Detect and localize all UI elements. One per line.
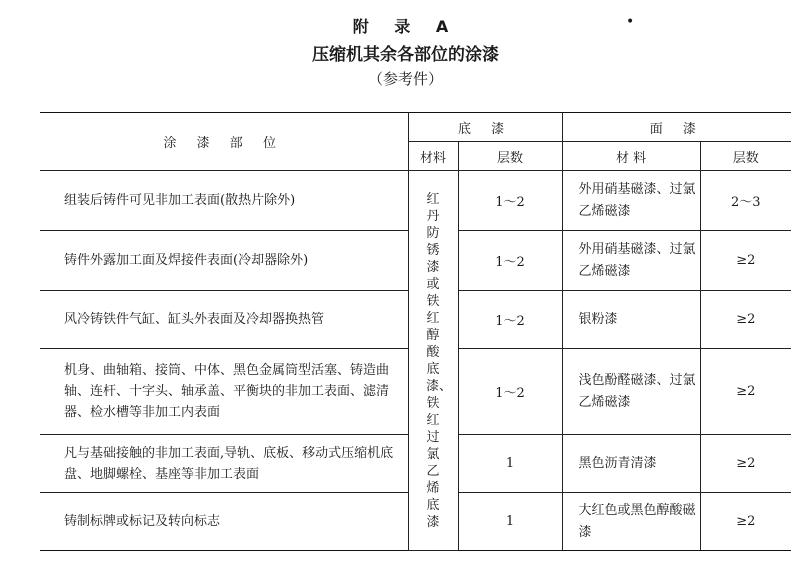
- part-cell: 风冷铸铁件气缸、缸头外表面及冷却器换热管: [40, 291, 408, 349]
- top-material-cell: 银粉漆: [562, 291, 700, 349]
- top-material-cell: 外用硝基磁漆、过氯乙烯磁漆: [562, 171, 700, 231]
- primer-layers-cell: 1～2: [458, 291, 562, 349]
- top-material-cell: 黑色沥青清漆: [562, 435, 700, 493]
- part-cell: 组装后铸件可见非加工表面(散热片除外): [40, 171, 408, 231]
- part-cell: 凡与基础接触的非加工表面,导轨、底板、移动式压缩机底盘、地脚螺栓、基座等非加工表面: [40, 435, 408, 493]
- top-material-cell: 大红色或黑色醇酸磁漆: [562, 493, 700, 551]
- top-layers-cell: 2～3: [700, 171, 791, 231]
- header-top-layers: 层数: [700, 142, 791, 171]
- top-layers-cell: ≥2: [700, 435, 791, 493]
- part-cell: 铸制标牌或标记及转向标志: [40, 493, 408, 551]
- part-cell: 机身、曲轴箱、接筒、中体、黑色金属筒型活塞、铸造曲轴、连杆、十字头、轴承盖、平衡块的非加工表面、滤清器、检水槽等非加工内表面: [40, 349, 408, 435]
- top-material-cell: 外用硝基磁漆、过氯乙烯磁漆: [562, 231, 700, 291]
- top-layers-cell: ≥2: [700, 349, 791, 435]
- decorative-dot: •: [626, 14, 635, 30]
- header-primer: 底 漆: [408, 113, 562, 142]
- top-layers-cell: ≥2: [700, 231, 791, 291]
- header-part: 涂 漆 部 位: [40, 113, 408, 171]
- header-primer-material: 材料: [408, 142, 458, 171]
- primer-layers-cell: 1～2: [458, 231, 562, 291]
- top-layers-cell: ≥2: [700, 493, 791, 551]
- coating-table: [40, 112, 791, 551]
- primer-layers-cell: 1～2: [458, 349, 562, 435]
- header-topcoat: 面 漆: [562, 113, 791, 142]
- primer-material-cell: 红丹防锈漆或铁红醇酸底漆、铁红过氯乙烯底漆: [408, 171, 458, 551]
- top-layers-cell: ≥2: [700, 291, 791, 349]
- primer-layers-cell: 1: [458, 493, 562, 551]
- primer-layers-cell: 1: [458, 435, 562, 493]
- top-material-cell: 浅色酚醛磁漆、过氯乙烯磁漆: [562, 349, 700, 435]
- appendix-note: （参考件）: [367, 70, 443, 88]
- table-row: [40, 171, 791, 231]
- primer-layers-cell: 1～2: [458, 171, 562, 231]
- header-top-material: 材 料: [562, 142, 700, 171]
- header-primer-layers: 层数: [458, 142, 562, 171]
- appendix-label: 附 录 A: [352, 17, 459, 36]
- part-cell: 铸件外露加工面及焊接件表面(冷却器除外): [40, 231, 408, 291]
- appendix-title: 压缩机其余各部位的涂漆: [312, 45, 499, 65]
